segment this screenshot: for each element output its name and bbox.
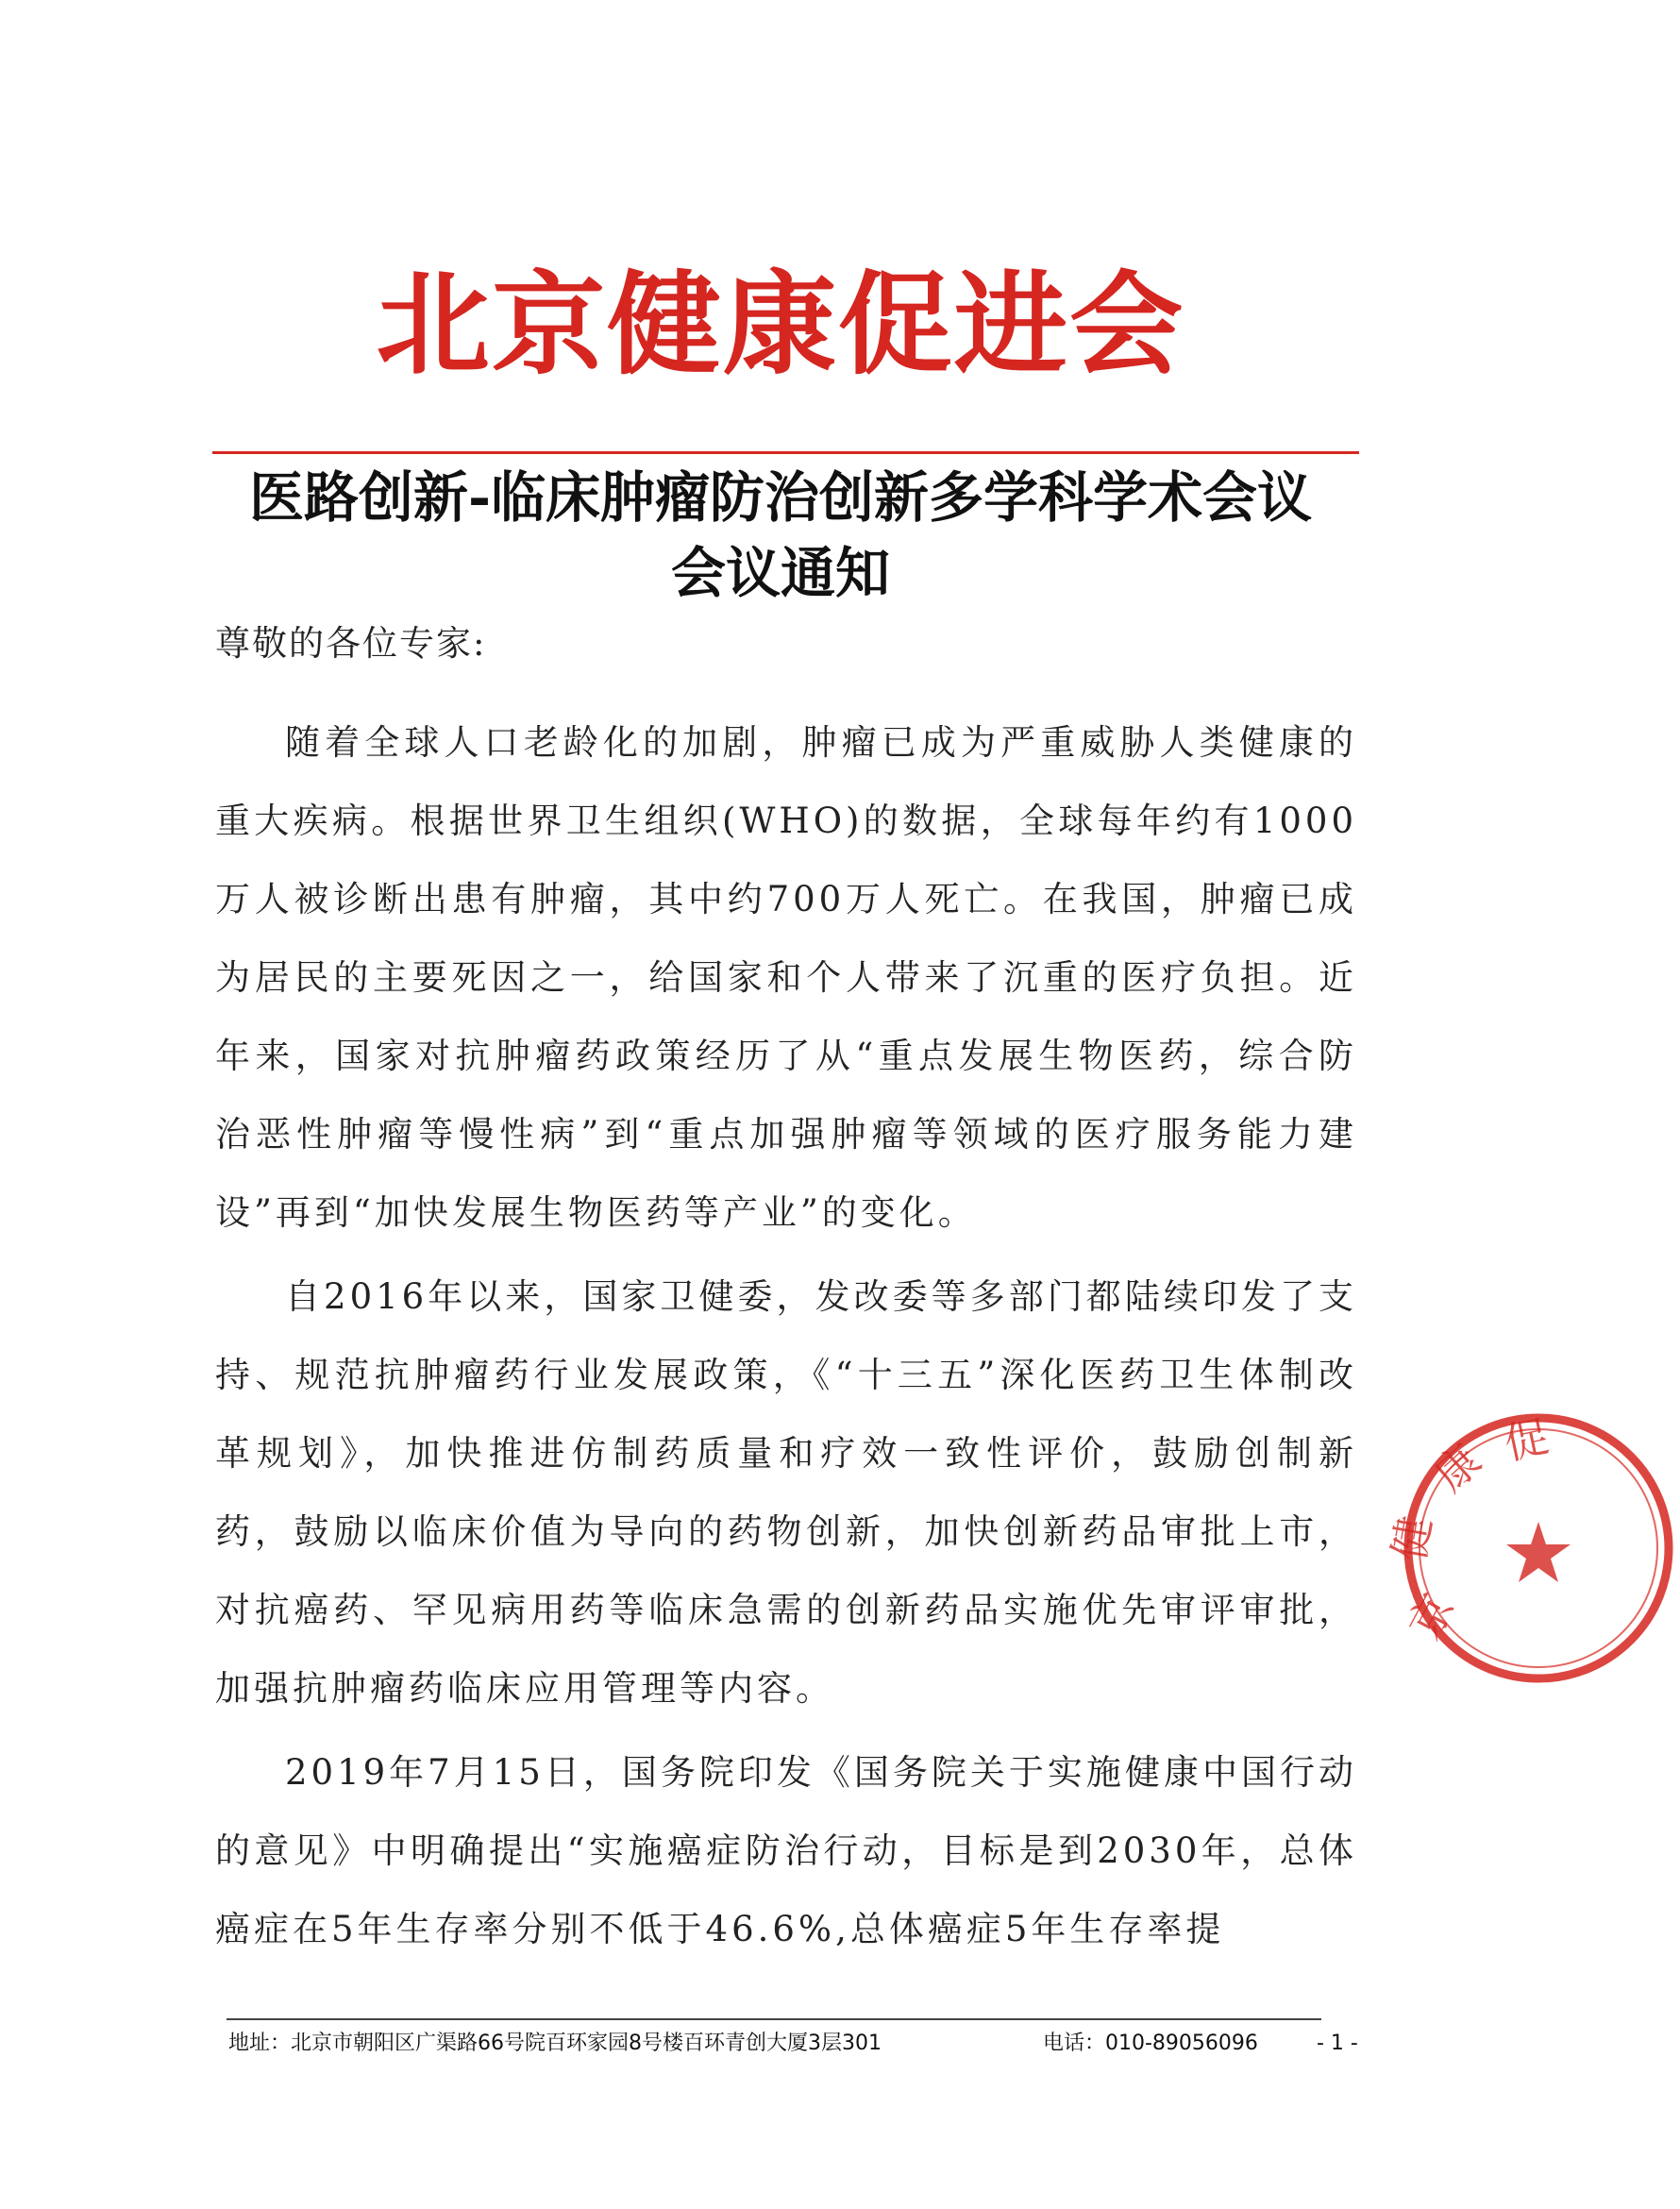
body-paragraph-2: 自2016年以来，国家卫健委，发改委等多部门都陆续印发了支持、规范抗肿瘤药行业发展政策，《“十三五”深化医药卫生体制改革规划》，加快推进仿制药质量和疗效一致性评价，鼓励创制新药，鼓励以临床价值为导向的药物创新，加快创新药品审批上市，对抗癌药、罕见病用药等临床急需的创新药品实施优先审评审批，加强抗肿瘤药临床应用管理等内容。: [215, 1276, 1357, 1709]
notice-title-line2: 会议通知: [670, 541, 890, 605]
seal-char-1: 京: [1399, 1585, 1465, 1648]
salutation: 尊敬的各位专家:: [215, 623, 487, 664]
notice-title-line1: 医路创新-临床肿瘤防治创新多学科学术会议: [248, 465, 1313, 530]
notice-body: [215, 703, 1357, 1968]
seal-char-3: 康: [1424, 1434, 1491, 1502]
footer-address: 地址：北京市朝阳区广渠路66号院百环家园8号楼百环青创大厦3层301: [228, 2032, 882, 2055]
seal-char-4: 促: [1500, 1410, 1554, 1470]
official-seal: [1383, 1407, 1680, 1690]
footer-rule: [227, 2018, 1321, 2020]
body-paragraph-1: 随着全球人口老龄化的加剧，肿瘤已成为严重威胁人类健康的重大疾病。根据世界卫生组织(WHO)的数据，全球每年约有1000万人被诊断出患有肿瘤，其中约700万人死亡。在我国，肿瘤已成为居民的主要死因之一，给国家和个人带来了沉重的医疗负担。近年来，国家对抗肿瘤药政策经历了从“重点发展生物医药，综合防治恶性肿瘤等慢性病”到“重点加强肿瘤等领域的医疗服务能力建设”再到“加快发展生物医药等产业”的变化。: [215, 722, 1357, 1233]
seal-star-icon: [1506, 1522, 1571, 1582]
footer-phone: 电话：010-89056096: [1043, 2032, 1258, 2055]
seal-char-2: 健: [1383, 1512, 1441, 1564]
letterhead-org-name: 北京健康促进会: [376, 259, 1185, 390]
body-paragraph-3: 2019年7月15日，国务院印发《国务院关于实施健康中国行动的意见》中明确提出“实施癌症防治行动，目标是到2030年，总体癌症在5年生存率分别不低于46.6%,总体癌症5年生存率提: [215, 1752, 1357, 1949]
page-number: - 1 -: [1317, 2032, 1358, 2055]
letterhead-red-rule: [212, 451, 1359, 454]
